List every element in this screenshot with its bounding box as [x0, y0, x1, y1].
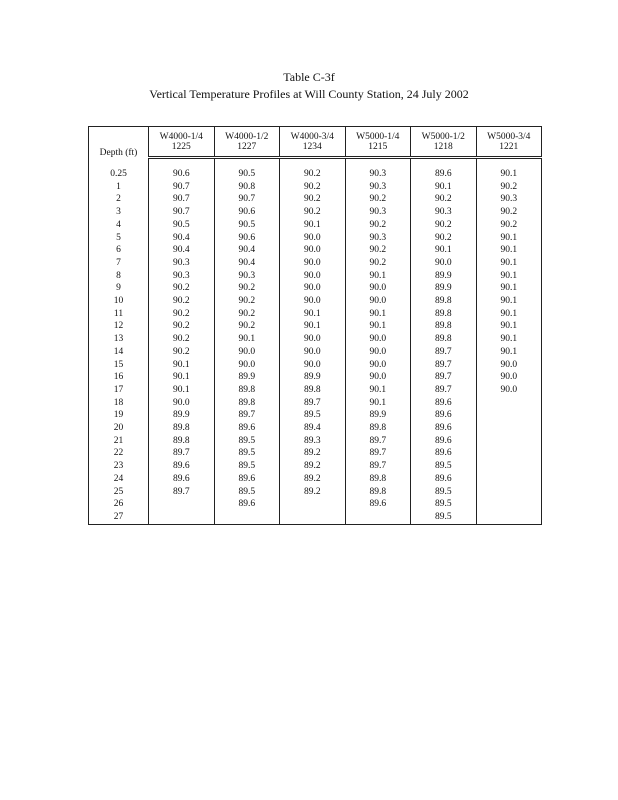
temperature-cell: 89.7 — [280, 397, 346, 410]
temperature-cell: 90.0 — [345, 295, 411, 308]
temperature-cell: 90.1 — [476, 320, 542, 333]
temperature-cell: 89.9 — [280, 371, 346, 384]
table-row — [89, 384, 542, 397]
temperature-cell: 90.7 — [214, 193, 280, 206]
temperature-cell: 90.2 — [214, 282, 280, 295]
column-time: 1234 — [280, 142, 346, 158]
temperature-cell: 90.0 — [280, 282, 346, 295]
temperature-cell: 90.3 — [149, 270, 215, 283]
temperature-cell: 90.4 — [214, 244, 280, 257]
table-row — [89, 257, 542, 270]
table-row — [89, 473, 542, 486]
temperature-cell: 90.2 — [214, 295, 280, 308]
temperature-cell: 90.2 — [476, 181, 542, 194]
depth-cell: 15 — [89, 359, 149, 372]
temperature-cell: 90.3 — [345, 168, 411, 181]
temperature-cell: 89.5 — [214, 447, 280, 460]
temperature-cell: 89.8 — [149, 422, 215, 435]
temperature-cell — [345, 511, 411, 524]
temperature-cell: 89.4 — [280, 422, 346, 435]
temperature-cell: 89.7 — [345, 435, 411, 448]
temperature-cell: 90.8 — [214, 181, 280, 194]
temperature-cell: 90.3 — [476, 193, 542, 206]
temperature-cell — [149, 498, 215, 511]
temperature-cell: 90.0 — [280, 333, 346, 346]
table-body — [89, 158, 542, 525]
depth-cell: 18 — [89, 397, 149, 410]
temperature-cell: 89.6 — [411, 473, 477, 486]
temperature-cell: 90.5 — [149, 219, 215, 232]
temperature-cell: 90.0 — [345, 333, 411, 346]
depth-cell: 25 — [89, 486, 149, 499]
temperature-cell: 90.2 — [280, 193, 346, 206]
depth-cell: 6 — [89, 244, 149, 257]
column-name: W5000-1/4 — [345, 127, 411, 143]
temperature-cell: 89.6 — [411, 447, 477, 460]
temperature-cell: 90.0 — [280, 295, 346, 308]
temperature-cell — [476, 460, 542, 473]
temperature-cell: 90.2 — [345, 193, 411, 206]
depth-cell: 8 — [89, 270, 149, 283]
table-row — [89, 435, 542, 448]
temperature-cell: 90.2 — [345, 219, 411, 232]
temperature-cell: 89.7 — [149, 486, 215, 499]
temperature-cell: 89.5 — [411, 498, 477, 511]
temperature-cell — [476, 397, 542, 410]
table-row — [89, 308, 542, 321]
depth-cell: 17 — [89, 384, 149, 397]
temperature-cell: 90.1 — [149, 359, 215, 372]
table-row — [89, 447, 542, 460]
temperature-cell: 89.5 — [214, 460, 280, 473]
table-header — [89, 127, 542, 158]
depth-cell: 23 — [89, 460, 149, 473]
temperature-cell — [149, 511, 215, 524]
temperature-cell: 89.6 — [411, 168, 477, 181]
depth-cell: 21 — [89, 435, 149, 448]
depth-cell: 16 — [89, 371, 149, 384]
spacer-row — [89, 158, 542, 169]
temperature-cell: 90.0 — [476, 371, 542, 384]
temperature-cell: 90.1 — [345, 320, 411, 333]
temperature-cell: 89.6 — [214, 473, 280, 486]
depth-cell: 7 — [89, 257, 149, 270]
temperature-cell: 89.7 — [214, 409, 280, 422]
depth-cell: 22 — [89, 447, 149, 460]
table-row — [89, 270, 542, 283]
temperature-cell: 90.0 — [280, 270, 346, 283]
table-row — [89, 282, 542, 295]
temperature-cell: 90.2 — [345, 244, 411, 257]
temperature-cell: 89.7 — [411, 371, 477, 384]
depth-cell: 12 — [89, 320, 149, 333]
temperature-cell: 90.3 — [345, 206, 411, 219]
temperature-cell: 90.3 — [149, 257, 215, 270]
depth-cell: 11 — [89, 308, 149, 321]
temperature-cell: 90.1 — [280, 308, 346, 321]
temperature-cell — [280, 511, 346, 524]
temperature-cell: 89.9 — [214, 371, 280, 384]
temperature-cell: 90.1 — [476, 333, 542, 346]
temperature-cell: 90.1 — [476, 257, 542, 270]
column-name: W4000-1/2 — [214, 127, 280, 143]
temperature-cell: 90.3 — [345, 181, 411, 194]
column-name: W5000-3/4 — [476, 127, 542, 143]
temperature-cell: 89.6 — [149, 473, 215, 486]
temperature-cell: 89.5 — [411, 460, 477, 473]
temperature-cell: 89.8 — [411, 333, 477, 346]
temperature-cell: 90.1 — [345, 384, 411, 397]
temperature-cell: 90.4 — [214, 257, 280, 270]
temperature-cell: 90.1 — [476, 295, 542, 308]
temperature-cell — [476, 422, 542, 435]
temperature-cell: 89.8 — [345, 422, 411, 435]
temperature-cell — [476, 435, 542, 448]
temperature-cell: 89.5 — [411, 511, 477, 524]
temperature-cell: 89.6 — [411, 435, 477, 448]
temperature-cell: 89.7 — [411, 384, 477, 397]
temperature-cell: 90.1 — [214, 333, 280, 346]
temperature-cell — [476, 486, 542, 499]
depth-cell: 27 — [89, 511, 149, 524]
temperature-cell: 90.2 — [280, 206, 346, 219]
temperature-cell: 90.2 — [149, 346, 215, 359]
table-row — [89, 511, 542, 524]
table-row — [89, 168, 542, 181]
temperature-cell: 89.7 — [411, 346, 477, 359]
table-row — [89, 498, 542, 511]
column-time: 1227 — [214, 142, 280, 158]
temperature-cell: 90.0 — [280, 244, 346, 257]
temperature-cell: 90.2 — [149, 295, 215, 308]
table-row — [89, 232, 542, 245]
temperature-cell: 89.5 — [214, 486, 280, 499]
temperature-cell: 90.2 — [345, 257, 411, 270]
temperature-cell: 90.1 — [476, 168, 542, 181]
temperature-cell: 89.6 — [345, 498, 411, 511]
temperature-cell: 89.8 — [214, 384, 280, 397]
temperature-cell: 90.1 — [411, 181, 477, 194]
temperature-cell: 89.9 — [411, 270, 477, 283]
temperature-cell: 90.0 — [411, 257, 477, 270]
table-row — [89, 359, 542, 372]
depth-cell: 4 — [89, 219, 149, 232]
depth-cell: 3 — [89, 206, 149, 219]
temperature-cell: 89.7 — [149, 447, 215, 460]
temperature-cell: 89.6 — [411, 397, 477, 410]
table-row — [89, 346, 542, 359]
temperature-cell: 90.2 — [280, 168, 346, 181]
temperature-cell: 89.8 — [411, 295, 477, 308]
temperature-cell: 89.6 — [214, 422, 280, 435]
temperature-cell: 90.2 — [149, 320, 215, 333]
temperature-cell: 90.1 — [345, 397, 411, 410]
temperature-table — [88, 126, 542, 525]
temperature-cell: 90.3 — [345, 232, 411, 245]
temperature-cell: 89.8 — [280, 384, 346, 397]
temperature-cell: 90.1 — [476, 308, 542, 321]
column-name: W4000-1/4 — [149, 127, 215, 143]
temperature-cell: 89.2 — [280, 460, 346, 473]
temperature-cell: 90.5 — [214, 168, 280, 181]
temperature-cell — [476, 473, 542, 486]
temperature-cell: 89.7 — [345, 447, 411, 460]
temperature-cell: 89.6 — [149, 460, 215, 473]
temperature-cell: 90.1 — [476, 232, 542, 245]
table-row — [89, 295, 542, 308]
temperature-cell: 90.0 — [345, 282, 411, 295]
temperature-cell: 89.9 — [411, 282, 477, 295]
temperature-cell: 90.2 — [476, 206, 542, 219]
temperature-cell: 90.0 — [345, 359, 411, 372]
temperature-cell: 90.1 — [476, 270, 542, 283]
table-row — [89, 397, 542, 410]
temperature-cell: 90.7 — [149, 181, 215, 194]
temperature-cell: 90.2 — [280, 181, 346, 194]
depth-cell: 24 — [89, 473, 149, 486]
temperature-cell: 90.6 — [214, 206, 280, 219]
table-row — [89, 409, 542, 422]
depth-cell: 0.25 — [89, 168, 149, 181]
temperature-cell: 90.6 — [214, 232, 280, 245]
temperature-cell: 89.8 — [345, 486, 411, 499]
temperature-cell: 90.0 — [280, 232, 346, 245]
temperature-cell: 90.3 — [411, 206, 477, 219]
temperature-cell: 89.8 — [149, 435, 215, 448]
column-time: 1221 — [476, 142, 542, 158]
temperature-cell: 89.8 — [411, 308, 477, 321]
depth-cell: 1 — [89, 181, 149, 194]
column-time: 1215 — [345, 142, 411, 158]
temperature-cell: 89.6 — [411, 409, 477, 422]
table-title: Table C-3f — [283, 70, 335, 84]
temperature-cell: 89.5 — [214, 435, 280, 448]
temperature-cell: 90.1 — [476, 282, 542, 295]
temperature-cell: 90.2 — [214, 320, 280, 333]
temperature-cell: 90.0 — [280, 257, 346, 270]
temperature-cell — [476, 409, 542, 422]
table-row — [89, 371, 542, 384]
temperature-cell: 90.0 — [280, 359, 346, 372]
temperature-cell: 90.0 — [345, 371, 411, 384]
depth-cell: 14 — [89, 346, 149, 359]
temperature-cell: 89.9 — [345, 409, 411, 422]
table-row — [89, 181, 542, 194]
temperature-cell: 90.5 — [214, 219, 280, 232]
temperature-cell: 90.1 — [149, 384, 215, 397]
temperature-cell: 89.9 — [149, 409, 215, 422]
depth-cell: 26 — [89, 498, 149, 511]
depth-cell: 20 — [89, 422, 149, 435]
table-row — [89, 486, 542, 499]
table-row — [89, 219, 542, 232]
temperature-cell — [280, 498, 346, 511]
temperature-cell: 89.6 — [411, 422, 477, 435]
temperature-cell: 90.1 — [345, 308, 411, 321]
temperature-cell: 90.7 — [149, 193, 215, 206]
temperature-cell: 90.2 — [411, 193, 477, 206]
temperature-cell: 90.1 — [476, 346, 542, 359]
column-name: W4000-3/4 — [280, 127, 346, 143]
temperature-cell: 90.1 — [476, 244, 542, 257]
temperature-cell: 90.3 — [214, 270, 280, 283]
temperature-cell: 89.3 — [280, 435, 346, 448]
temperature-cell — [476, 498, 542, 511]
temperature-cell: 90.4 — [149, 244, 215, 257]
temperature-cell: 90.6 — [149, 168, 215, 181]
depth-header: Depth (ft) — [89, 127, 149, 158]
depth-cell: 19 — [89, 409, 149, 422]
temperature-cell: 89.2 — [280, 473, 346, 486]
temperature-cell: 90.2 — [214, 308, 280, 321]
table-row — [89, 193, 542, 206]
table-row — [89, 333, 542, 346]
temperature-cell: 90.7 — [149, 206, 215, 219]
depth-cell: 13 — [89, 333, 149, 346]
table-row — [89, 320, 542, 333]
table-subtitle: Vertical Temperature Profiles at Will County Station, 24 July 2002 — [149, 87, 469, 101]
table-row — [89, 460, 542, 473]
temperature-cell — [476, 447, 542, 460]
temperature-cell: 89.6 — [214, 498, 280, 511]
temperature-cell: 89.8 — [411, 320, 477, 333]
temperature-cell: 90.0 — [345, 346, 411, 359]
column-name: W5000-1/2 — [411, 127, 477, 143]
temperature-cell: 90.1 — [411, 244, 477, 257]
temperature-cell: 90.0 — [476, 359, 542, 372]
temperature-cell: 90.0 — [214, 346, 280, 359]
table-row — [89, 422, 542, 435]
temperature-cell: 89.7 — [411, 359, 477, 372]
temperature-cell — [476, 511, 542, 524]
column-time: 1218 — [411, 142, 477, 158]
temperature-cell: 90.4 — [149, 232, 215, 245]
temperature-cell: 90.1 — [280, 320, 346, 333]
temperature-cell: 90.0 — [476, 384, 542, 397]
column-time: 1225 — [149, 142, 215, 158]
temperature-cell: 89.2 — [280, 486, 346, 499]
temperature-cell: 90.2 — [476, 219, 542, 232]
table-row — [89, 206, 542, 219]
depth-cell: 2 — [89, 193, 149, 206]
temperature-cell: 90.0 — [280, 346, 346, 359]
temperature-cell: 89.5 — [411, 486, 477, 499]
temperature-cell: 89.7 — [345, 460, 411, 473]
table-row — [89, 244, 542, 257]
temperature-cell: 89.8 — [345, 473, 411, 486]
temperature-cell: 90.1 — [345, 270, 411, 283]
temperature-cell — [214, 511, 280, 524]
temperature-cell: 90.2 — [149, 282, 215, 295]
depth-cell: 9 — [89, 282, 149, 295]
temperature-cell: 90.2 — [149, 333, 215, 346]
depth-cell: 5 — [89, 232, 149, 245]
temperature-cell: 90.2 — [149, 308, 215, 321]
temperature-cell: 89.8 — [214, 397, 280, 410]
temperature-cell: 90.0 — [149, 397, 215, 410]
temperature-cell: 90.2 — [411, 232, 477, 245]
temperature-cell: 90.2 — [411, 219, 477, 232]
temperature-cell: 90.1 — [280, 219, 346, 232]
temperature-cell: 90.1 — [149, 371, 215, 384]
temperature-cell: 90.0 — [214, 359, 280, 372]
temperature-cell: 89.5 — [280, 409, 346, 422]
temperature-cell: 89.2 — [280, 447, 346, 460]
depth-cell: 10 — [89, 295, 149, 308]
